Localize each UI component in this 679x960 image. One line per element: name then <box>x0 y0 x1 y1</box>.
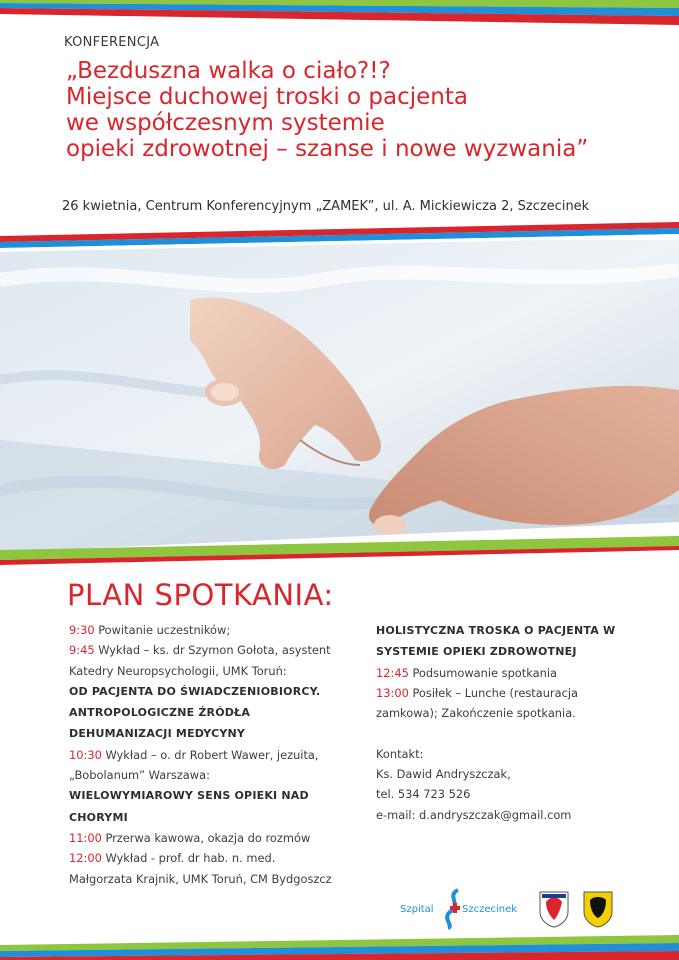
coat-of-arms-red-icon <box>538 890 570 928</box>
schedule-text: Katedry Neuropsychologii, UMK Toruń: <box>69 663 287 678</box>
schedule-line <box>69 620 359 640</box>
schedule-line <box>376 723 666 743</box>
lecture-title: WIELOWYMIAROWY SENS OPIEKI NAD <box>69 789 309 803</box>
lecture-title: DEHUMANIZACJI MEDYCYNY <box>69 727 246 741</box>
schedule-left-column <box>69 620 359 889</box>
photo-bottom-stripes <box>0 522 679 572</box>
plan-heading: PLAN SPOTKANIA: <box>67 578 334 612</box>
title-line: we współczesnym systemie <box>66 110 385 136</box>
lecture-title: CHORYMI <box>69 810 128 824</box>
schedule-line <box>376 703 666 723</box>
schedule-text: Powitanie uczestników; <box>94 623 231 637</box>
hospital-logo-text-left: Szpital <box>400 904 434 915</box>
schedule-text: Małgorzata Krajnik, UMK Toruń, CM Bydgoszcz <box>69 871 332 886</box>
title-line: „Bezduszna walka o ciało?!? <box>66 58 391 84</box>
conference-kicker: KONFERENCJA <box>64 35 160 50</box>
schedule-text: e-mail: d.andryszczak@gmail.com <box>376 807 572 822</box>
schedule-line <box>376 620 666 641</box>
schedule-line <box>376 805 666 825</box>
schedule-time: 12:45 <box>376 665 409 680</box>
title-line: Miejsce duchowej troski o pacjenta <box>66 84 468 110</box>
schedule-text: Kontakt: <box>376 746 424 761</box>
schedule-line <box>376 683 666 703</box>
schedule-line <box>69 681 359 702</box>
schedule-time: 13:00 <box>376 685 409 700</box>
photo-top-stripes <box>0 222 679 252</box>
schedule-line <box>69 661 359 681</box>
lecture-title: OD PACJENTA DO ŚWIADCZENIOBIORCY. <box>69 684 321 698</box>
schedule-time: 9:30 <box>69 623 95 637</box>
schedule-text: zamkowa); Zakończenie spotkania. <box>376 706 576 721</box>
schedule-text: Wykład – o. dr Robert Wawer, jezuita, <box>101 747 319 762</box>
schedule-line <box>69 702 359 723</box>
schedule-text: Posiłek – Lunche (restauracja <box>408 685 579 700</box>
schedule-text: Ks. Dawid Andryszczak, <box>376 767 511 782</box>
schedule-line <box>376 663 666 683</box>
conference-title <box>66 58 666 162</box>
schedule-line <box>69 848 359 868</box>
schedule-text: „Bobolanum” Warszawa: <box>69 768 210 783</box>
schedule-line <box>69 745 359 765</box>
schedule-line <box>69 640 359 660</box>
schedule-time: 12:00 <box>69 851 102 866</box>
schedule-time: 9:45 <box>69 643 95 658</box>
hands-photo <box>0 240 679 560</box>
coat-of-arms-yellow-icon <box>582 890 614 928</box>
schedule-text: Wykład - prof. dr hab. n. med. <box>101 851 276 866</box>
schedule-line <box>376 764 666 784</box>
bottom-stripes <box>0 935 679 960</box>
schedule-time: 11:00 <box>69 830 102 845</box>
lecture-title: SYSTEMIE OPIEKI ZDROWOTNEJ <box>376 645 577 659</box>
hospital-logo-text-right: Szczecinek <box>462 904 518 915</box>
schedule-line <box>69 807 359 828</box>
schedule-line <box>376 641 666 662</box>
schedule-line <box>69 765 359 785</box>
lecture-title: ANTROPOLOGICZNE ŹRÓDŁA <box>69 706 251 720</box>
date-place: 26 kwietnia, Centrum Konferencyjnym „ZAMEK”, ul. A. Mickiewicza 2, Szczecinek <box>62 199 590 214</box>
top-stripes <box>0 0 679 30</box>
title-line: opieki zdrowotnej – szanse i nowe wyzwania” <box>66 136 589 162</box>
schedule-line <box>69 785 359 806</box>
schedule-time: 10:30 <box>69 747 102 762</box>
schedule-text: Wykład – ks. dr Szymon Gołota, asystent <box>94 643 331 658</box>
schedule-line <box>376 744 666 764</box>
schedule-text: Podsumowanie spotkania <box>408 665 557 680</box>
schedule-line <box>69 723 359 744</box>
schedule-line <box>376 784 666 804</box>
lecture-title: HOLISTYCZNA TROSKA O PACJENTA W <box>376 624 616 637</box>
schedule-right-column <box>376 620 666 825</box>
schedule-text: Przerwa kawowa, okazja do rozmów <box>101 830 311 845</box>
schedule-line <box>69 869 359 889</box>
schedule-text: tel. 534 723 526 <box>376 787 471 802</box>
schedule-line <box>69 828 359 848</box>
